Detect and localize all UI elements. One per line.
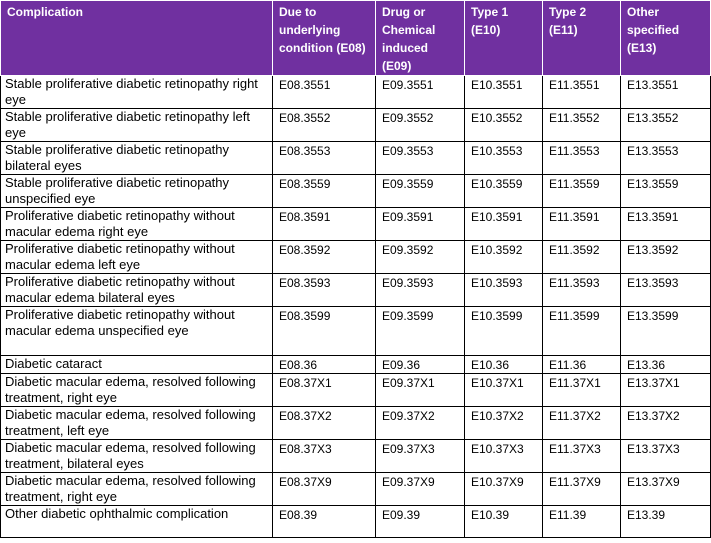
code-cell-e13: E13.3552 bbox=[621, 109, 711, 142]
table-row bbox=[1, 374, 711, 407]
code-cell-e09: E09.39 bbox=[376, 506, 465, 538]
code-cell-e08: E08.37X9 bbox=[273, 473, 376, 506]
complication-cell: Stable proliferative diabetic retinopathy right eye bbox=[1, 76, 273, 109]
code-cell-e10: E10.3592 bbox=[465, 241, 543, 274]
code-cell-e09: E09.3551 bbox=[376, 76, 465, 109]
table-row bbox=[1, 440, 711, 473]
code-cell-e08: E08.3591 bbox=[273, 208, 376, 241]
header-e11: Type 2 (E11) bbox=[543, 1, 621, 76]
code-cell-e09: E09.37X1 bbox=[376, 374, 465, 407]
code-cell-e08: E08.3592 bbox=[273, 241, 376, 274]
complication-cell: Diabetic macular edema, resolved following treatment, right eye bbox=[1, 374, 273, 407]
code-cell-e11: E11.39 bbox=[543, 506, 621, 538]
code-cell-e08: E08.3552 bbox=[273, 109, 376, 142]
code-cell-e13: E13.3591 bbox=[621, 208, 711, 241]
code-cell-e10: E10.36 bbox=[465, 356, 543, 374]
code-cell-e09: E09.3559 bbox=[376, 175, 465, 208]
header-row bbox=[1, 1, 711, 76]
code-cell-e09: E09.3553 bbox=[376, 142, 465, 175]
code-cell-e13: E13.37X9 bbox=[621, 473, 711, 506]
code-cell-e10: E10.3593 bbox=[465, 274, 543, 307]
code-cell-e09: E09.36 bbox=[376, 356, 465, 374]
code-cell-e10: E10.37X3 bbox=[465, 440, 543, 473]
code-cell-e08: E08.37X2 bbox=[273, 407, 376, 440]
code-cell-e13: E13.36 bbox=[621, 356, 711, 374]
complication-cell: Diabetic macular edema, resolved following treatment, right eye bbox=[1, 473, 273, 506]
table-row bbox=[1, 241, 711, 274]
code-cell-e08: E08.3593 bbox=[273, 274, 376, 307]
code-cell-e13: E13.3551 bbox=[621, 76, 711, 109]
code-cell-e10: E10.3553 bbox=[465, 142, 543, 175]
table-row bbox=[1, 307, 711, 356]
code-cell-e11: E11.3593 bbox=[543, 274, 621, 307]
complication-cell: Proliferative diabetic retinopathy without macular edema unspecified eye bbox=[1, 307, 273, 356]
code-cell-e13: E13.3599 bbox=[621, 307, 711, 356]
code-cell-e11: E11.3599 bbox=[543, 307, 621, 356]
code-cell-e09: E09.37X3 bbox=[376, 440, 465, 473]
code-cell-e10: E10.3591 bbox=[465, 208, 543, 241]
code-cell-e10: E10.37X9 bbox=[465, 473, 543, 506]
code-cell-e13: E13.39 bbox=[621, 506, 711, 538]
code-cell-e10: E10.3551 bbox=[465, 76, 543, 109]
code-cell-e11: E11.36 bbox=[543, 356, 621, 374]
code-cell-e08: E08.3551 bbox=[273, 76, 376, 109]
code-cell-e10: E10.37X2 bbox=[465, 407, 543, 440]
code-cell-e13: E13.3553 bbox=[621, 142, 711, 175]
complication-cell: Diabetic cataract bbox=[1, 356, 273, 374]
code-cell-e11: E11.3553 bbox=[543, 142, 621, 175]
code-cell-e08: E08.3559 bbox=[273, 175, 376, 208]
code-cell-e10: E10.37X1 bbox=[465, 374, 543, 407]
table-row bbox=[1, 274, 711, 307]
complication-cell: Proliferative diabetic retinopathy without macular edema bilateral eyes bbox=[1, 274, 273, 307]
header-e08: Due to underlying condition (E08) bbox=[273, 1, 376, 76]
code-cell-e10: E10.39 bbox=[465, 506, 543, 538]
complication-cell: Proliferative diabetic retinopathy without macular edema right eye bbox=[1, 208, 273, 241]
table-row bbox=[1, 142, 711, 175]
code-cell-e11: E11.37X3 bbox=[543, 440, 621, 473]
code-cell-e13: E13.37X1 bbox=[621, 374, 711, 407]
code-cell-e11: E11.37X2 bbox=[543, 407, 621, 440]
code-cell-e13: E13.37X2 bbox=[621, 407, 711, 440]
code-cell-e10: E10.3552 bbox=[465, 109, 543, 142]
code-cell-e09: E09.3591 bbox=[376, 208, 465, 241]
code-cell-e11: E11.3552 bbox=[543, 109, 621, 142]
table-row bbox=[1, 473, 711, 506]
code-cell-e10: E10.3599 bbox=[465, 307, 543, 356]
code-cell-e13: E13.3592 bbox=[621, 241, 711, 274]
table-row bbox=[1, 208, 711, 241]
code-cell-e09: E09.3599 bbox=[376, 307, 465, 356]
table-row bbox=[1, 109, 711, 142]
code-cell-e13: E13.3593 bbox=[621, 274, 711, 307]
complication-cell: Diabetic macular edema, resolved following treatment, bilateral eyes bbox=[1, 440, 273, 473]
code-cell-e08: E08.3553 bbox=[273, 142, 376, 175]
header-e09: Drug or Chemical induced (E09) bbox=[376, 1, 465, 76]
complication-cell: Other diabetic ophthalmic complication bbox=[1, 506, 273, 538]
code-cell-e08: E08.39 bbox=[273, 506, 376, 538]
complication-cell: Stable proliferative diabetic retinopathy left eye bbox=[1, 109, 273, 142]
code-cell-e11: E11.3559 bbox=[543, 175, 621, 208]
complication-cell: Stable proliferative diabetic retinopathy bilateral eyes bbox=[1, 142, 273, 175]
header-e10: Type 1 (E10) bbox=[465, 1, 543, 76]
code-cell-e09: E09.37X9 bbox=[376, 473, 465, 506]
code-cell-e09: E09.3592 bbox=[376, 241, 465, 274]
code-cell-e09: E09.37X2 bbox=[376, 407, 465, 440]
complication-cell: Stable proliferative diabetic retinopathy unspecified eye bbox=[1, 175, 273, 208]
complication-cell: Proliferative diabetic retinopathy without macular edema left eye bbox=[1, 241, 273, 274]
code-cell-e13: E13.37X3 bbox=[621, 440, 711, 473]
code-cell-e09: E09.3552 bbox=[376, 109, 465, 142]
code-cell-e10: E10.3559 bbox=[465, 175, 543, 208]
code-cell-e08: E08.37X3 bbox=[273, 440, 376, 473]
table-row bbox=[1, 175, 711, 208]
header-e13: Other specified (E13) bbox=[621, 1, 711, 76]
code-cell-e11: E11.37X1 bbox=[543, 374, 621, 407]
table-row bbox=[1, 506, 711, 538]
code-cell-e11: E11.3592 bbox=[543, 241, 621, 274]
code-cell-e11: E11.3591 bbox=[543, 208, 621, 241]
code-cell-e08: E08.36 bbox=[273, 356, 376, 374]
header-complication: Complication bbox=[1, 1, 273, 76]
table-row bbox=[1, 356, 711, 374]
table-row bbox=[1, 407, 711, 440]
complication-cell: Diabetic macular edema, resolved following treatment, left eye bbox=[1, 407, 273, 440]
code-cell-e13: E13.3559 bbox=[621, 175, 711, 208]
code-cell-e08: E08.3599 bbox=[273, 307, 376, 356]
code-cell-e11: E11.37X9 bbox=[543, 473, 621, 506]
code-cell-e08: E08.37X1 bbox=[273, 374, 376, 407]
code-cell-e11: E11.3551 bbox=[543, 76, 621, 109]
table-row bbox=[1, 76, 711, 109]
code-cell-e09: E09.3593 bbox=[376, 274, 465, 307]
